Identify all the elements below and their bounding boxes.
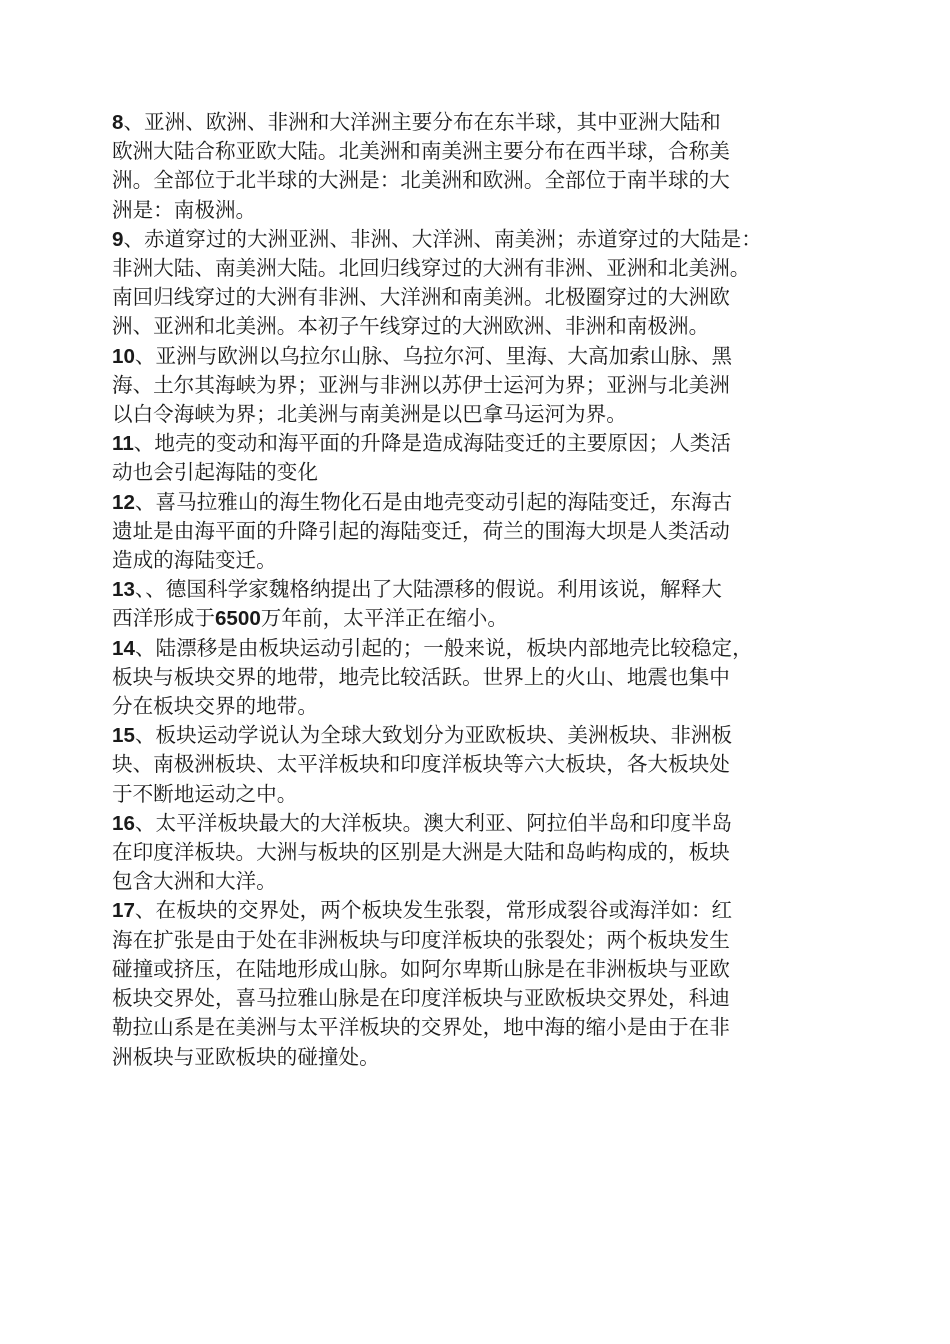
- item-14: [112, 634, 852, 722]
- item-line: 以白令海峡为界；北美洲与南美洲是以巴拿马运河为界。: [112, 402, 627, 427]
- item-text: 、陆漂移是由板块运动引起的；一般来说，板块内部地壳比较稳定，: [134, 635, 753, 660]
- document-page: [112, 108, 852, 1072]
- item-text: 、亚洲与欧洲以乌拉尔山脉、乌拉尔河、里海、大高加索山脉、黑: [134, 343, 733, 368]
- item-line: 洲。全部位于北半球的大洲是：北美洲和欧洲。全部位于南半球的大: [112, 168, 730, 193]
- item-line: 洲、亚洲和北美洲。本初子午线穿过的大洲欧洲、非洲和南极洲。: [112, 314, 710, 339]
- item-line: [112, 575, 852, 604]
- item-line: 非洲大陆、南美洲大陆。北回归线穿过的大洲有非洲、亚洲和北美洲。: [112, 256, 751, 281]
- item-12: [112, 488, 852, 576]
- item-line: 分在板块交界的地带。: [112, 694, 318, 719]
- item-16: [112, 809, 852, 897]
- item-number: 10: [112, 344, 135, 368]
- item-8: [112, 108, 852, 225]
- item-10: [112, 342, 852, 430]
- item-9: [112, 225, 852, 342]
- item-line: 于不断地运动之中。: [112, 781, 298, 806]
- item-line: [112, 809, 852, 838]
- item-11: [112, 429, 852, 487]
- item-line: 碰撞或挤压，在陆地形成山脉。如阿尔卑斯山脉是在非洲板块与亚欧: [112, 956, 730, 981]
- item-text: 、在板块的交界处，两个板块发生张裂，常形成裂谷或海洋如：红: [134, 898, 733, 923]
- item-line: 动也会引起海陆的变化: [112, 460, 318, 485]
- item-text: 、太平洋板块最大的大洋板块。澳大利亚、阿拉伯半岛和印度半岛: [134, 810, 733, 835]
- item-number: 11: [112, 432, 134, 456]
- item-number: 17: [112, 899, 135, 923]
- item-line: [112, 429, 852, 458]
- item-line: 造成的海陆变迁。: [112, 548, 277, 573]
- item-number: 16: [112, 811, 135, 835]
- item-line: 板块与板块交界的地带，地壳比较活跃。世界上的火山、地震也集中: [112, 664, 730, 689]
- item-line: [112, 342, 852, 371]
- inline-number: 6500: [214, 607, 261, 631]
- item-text: 、赤道穿过的大洲亚洲、非洲、大洋洲、南美洲；赤道穿过的大陆是：: [123, 226, 762, 251]
- item-17: [112, 896, 852, 1071]
- item-line: 遗址是由海平面的升降引起的海陆变迁，荷兰的围海大坝是人类活动: [112, 518, 730, 543]
- item-line: 板块交界处，喜马拉雅山脉是在印度洋板块与亚欧板块交界处，科迪: [112, 986, 730, 1011]
- item-line: [112, 225, 852, 254]
- item-number: 15: [112, 724, 135, 748]
- item-text: 、板块运动学说认为全球大致划分为亚欧板块、美洲板块、非洲板: [134, 723, 733, 748]
- item-text: 、亚洲、欧洲、非洲和大洋洲主要分布在东半球，其中亚洲大陆和: [123, 110, 721, 134]
- item-line: 洲板块与亚欧板块的碰撞处。: [112, 1044, 380, 1069]
- item-number: 13: [112, 578, 135, 602]
- item-line: [112, 604, 852, 633]
- item-line: [112, 721, 852, 750]
- item-number: 8: [112, 111, 124, 134]
- item-line: 包含大洲和大洋。: [112, 869, 277, 894]
- item-line: [112, 108, 852, 137]
- item-text: 西洋形成于: [112, 606, 215, 631]
- item-line: [112, 896, 852, 925]
- item-line: 欧洲大陆合称亚欧大陆。北美洲和南美洲主要分布在西半球，合称美: [112, 139, 730, 164]
- item-number: 12: [112, 490, 135, 514]
- item-number: 14: [112, 636, 135, 660]
- item-15: [112, 721, 852, 809]
- item-line: 在印度洋板块。大洲与板块的区别是大洲是大陆和岛屿构成的，板块: [112, 840, 730, 865]
- item-line: 洲是：南极洲。: [112, 197, 257, 222]
- item-number: 9: [112, 227, 124, 251]
- item-line: 块、南极洲板块、太平洋板块和印度洋板块等六大板块，各大板块处: [112, 752, 730, 777]
- item-line: 南回归线穿过的大洲有非洲、大洋洲和南美洲。北极圈穿过的大洲欧: [112, 285, 730, 310]
- item-text: 、地壳的变动和海平面的升降是造成海陆变迁的主要原因；人类活: [133, 431, 731, 456]
- item-line: 海、土尔其海峡为界；亚洲与非洲以苏伊士运河为界；亚洲与北美洲: [112, 372, 730, 397]
- item-line: 勒拉山系是在美洲与太平洋板块的交界处，地中海的缩小是由于在非: [112, 1015, 730, 1040]
- item-line: [112, 488, 852, 517]
- item-text: 万年前，太平洋正在缩小。: [260, 606, 508, 631]
- item-text: 、喜马拉雅山的海生物化石是由地壳变动引起的海陆变迁，东海古: [134, 489, 733, 514]
- item-line: [112, 634, 852, 663]
- item-text: 、、德国科学家魏格纳提出了大陆漂移的假说。利用该说，解释大: [134, 577, 722, 602]
- item-line: 海在扩张是由于处在非洲板块与印度洋板块的张裂处；两个板块发生: [112, 927, 730, 952]
- item-13: [112, 575, 852, 633]
